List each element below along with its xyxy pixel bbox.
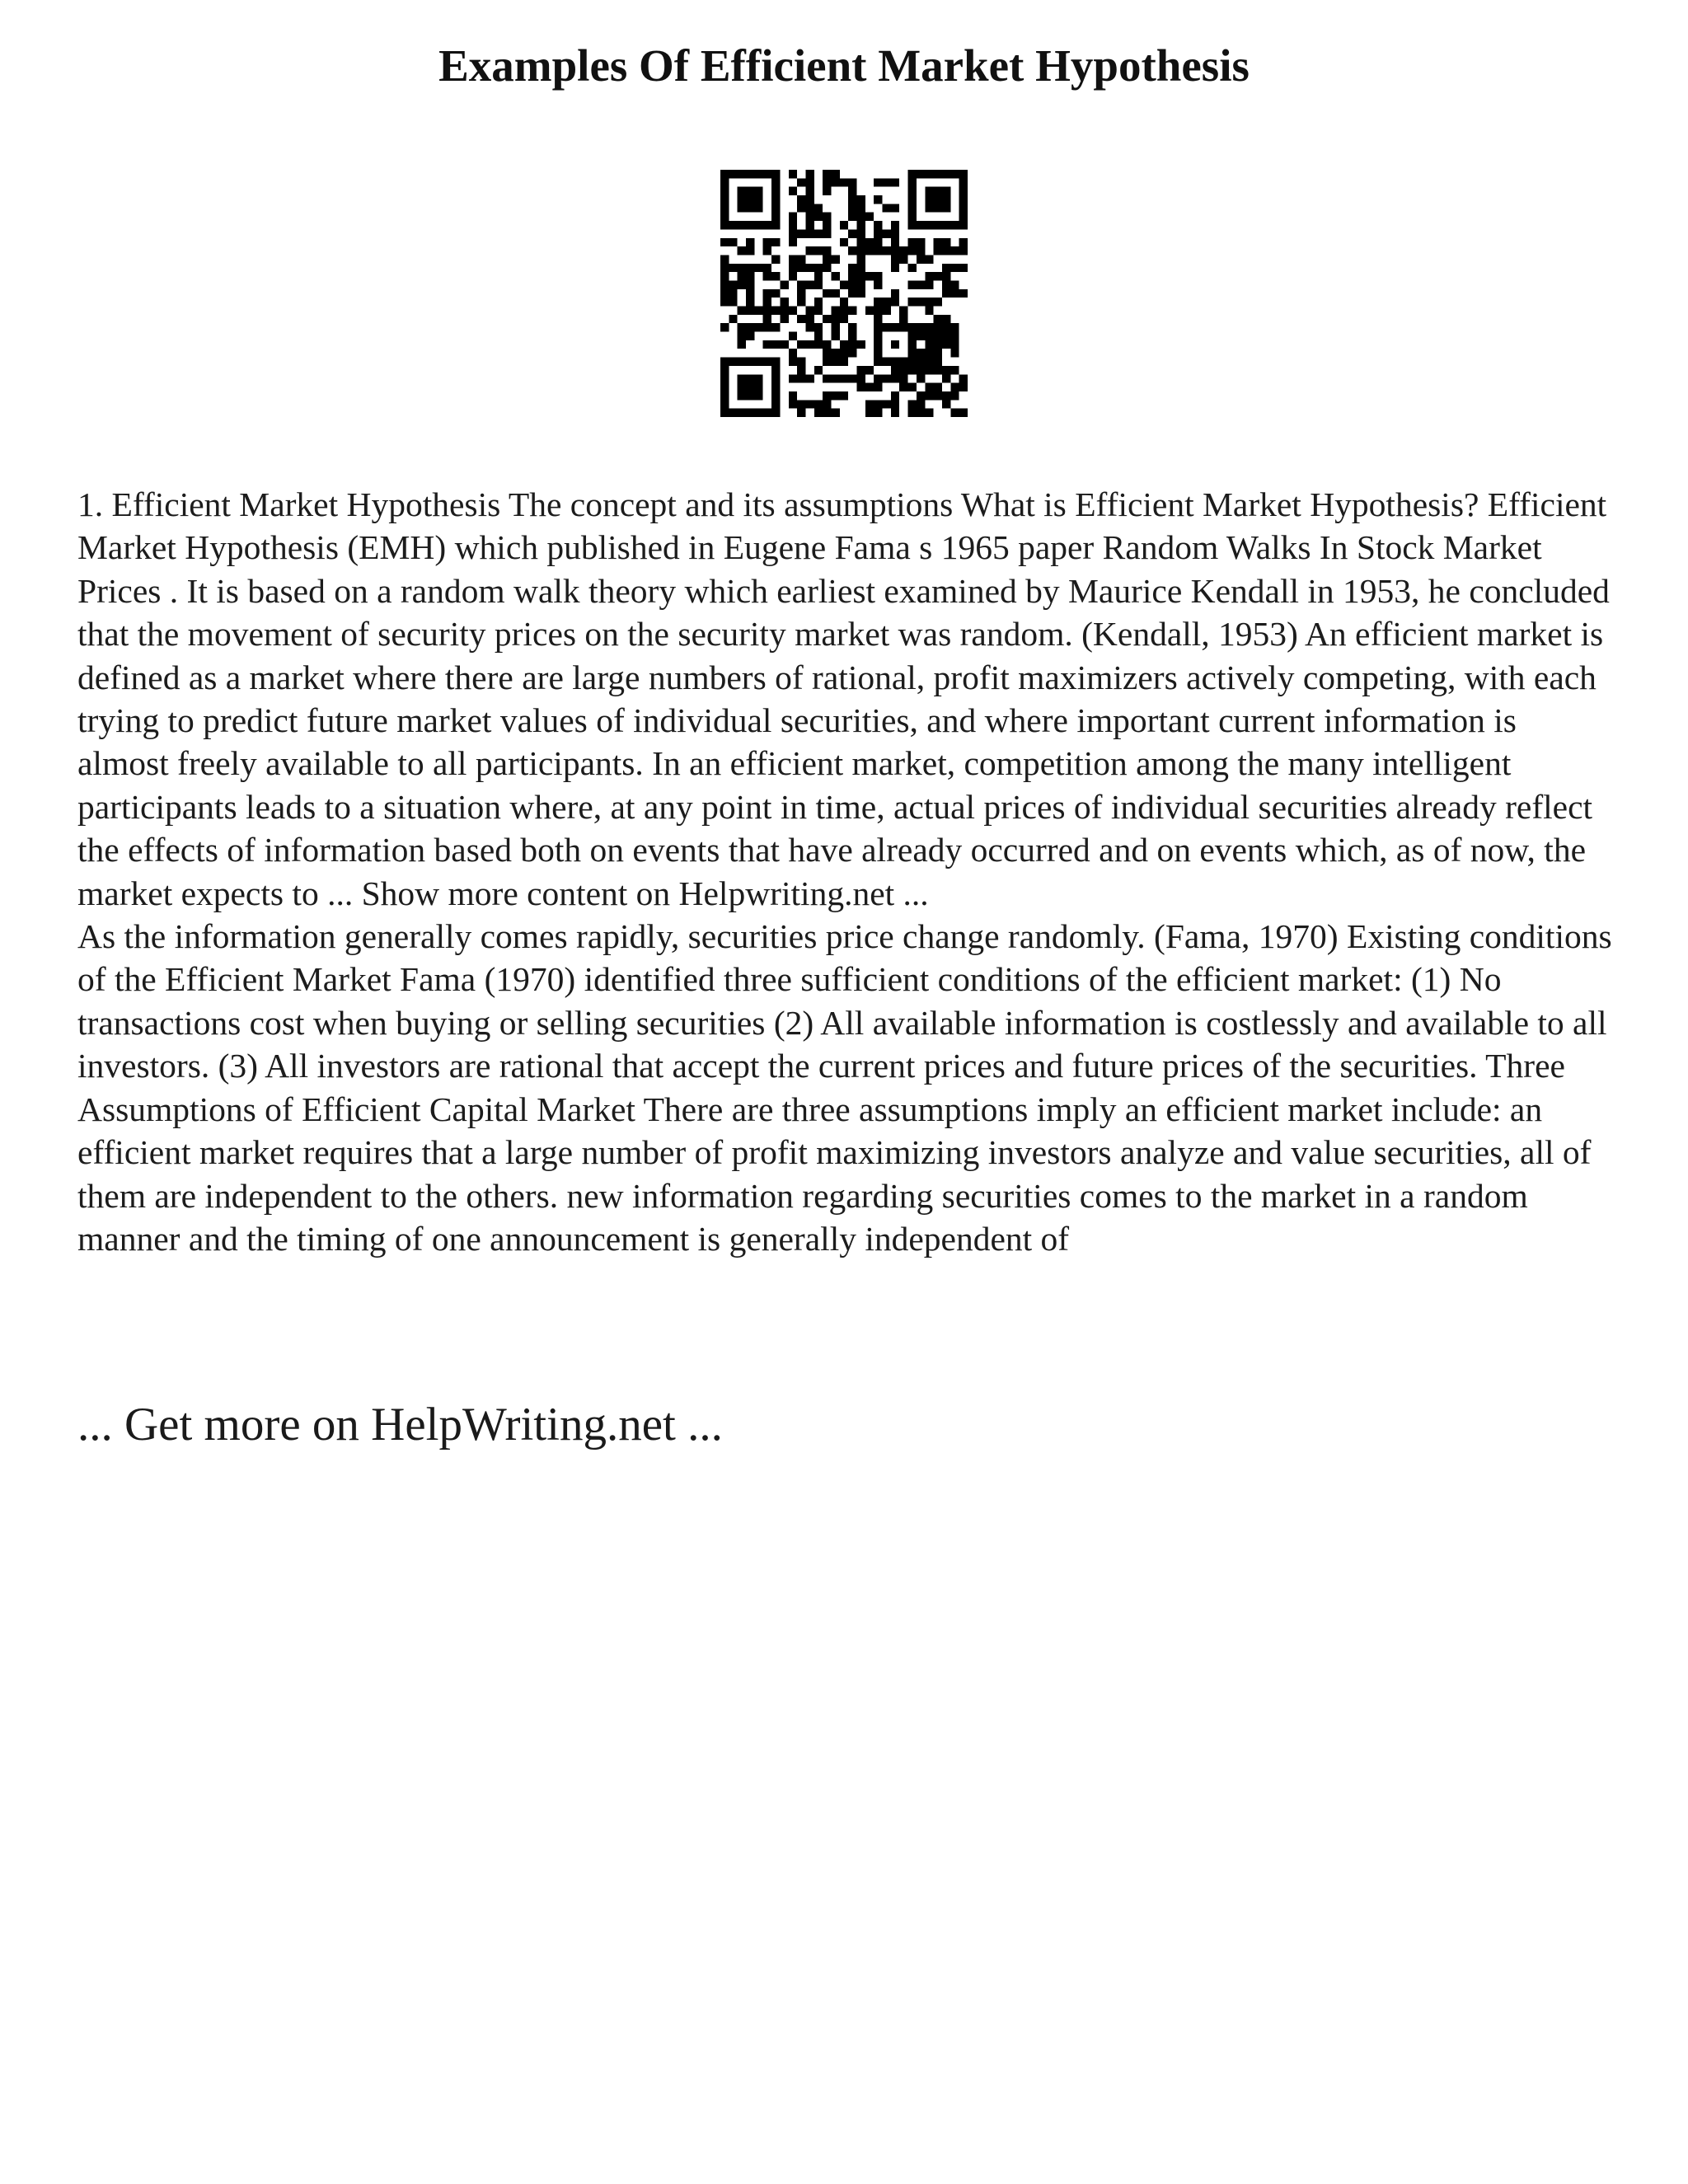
article-body [77,483,1615,1260]
qr-code-icon[interactable] [720,170,968,417]
paragraph-1: 1. Efficient Market Hypothesis The concept and its assumptions What is Efficient Market Hypothesis? Efficient Market Hypothesis (EMH) which published in Eugene Fama s 1965 paper Random Walks In Stock Market Prices . It is based on a random walk theory which earliest examined by Maurice Kendall in 1953, he concluded that the movement of security prices on the security market was random. (Kendall, 1953) An efficient market is defined as a market where there are large numbers of rational, profit maximizers actively competing, with each trying to predict future market values of individual securities, and where important current information is almost freely available to all participants. In an efficient market, competition among the many intelligent participants leads to a situation where, at any point in time, actual prices of individual securities already reflect the effects of information based both on events that have already occurred and on events which, as of now, the market expects to ... Show more content on Helpwriting.net ... [77,485,1610,912]
get-more-link[interactable]: ... Get more on HelpWriting.net ... [77,1399,723,1451]
paragraph-2: As the information generally comes rapidly, securities price change randomly. (Fama, 1970) Existing conditions of the Efficient Market Fama (1970) identified three sufficient conditions of the efficient market: (1) No transactions cost when buying or selling securities (2) All available information is costlessly and available to all investors. (3) All investors are rational that accept the current prices and future prices of the securities. Three Assumptions of Efficient Capital Market There are three assumptions imply an efficient market include: an efficient market requires that a large number of profit maximizing investors analyze and value securities, all of them are independent to the others. new information regarding securities comes to the market in a random manner and the timing of one announcement is generally independent of [77,917,1612,1258]
page-title: Examples Of Efficient Market Hypothesis [438,40,1250,91]
